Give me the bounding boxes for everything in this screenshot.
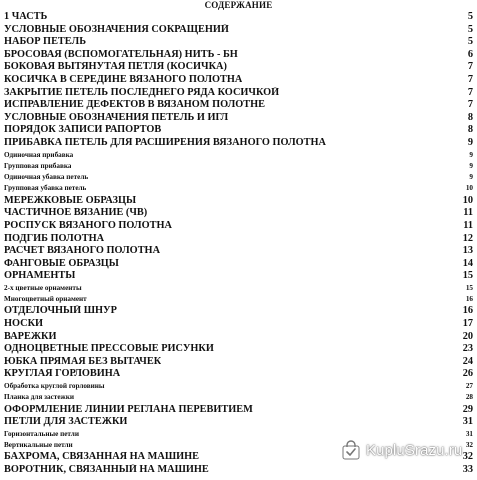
toc-entry <box>4 87 473 100</box>
toc-entry-page: 28 <box>465 393 473 402</box>
toc-entry-page: 31 <box>465 429 473 438</box>
toc-entry-page: 9 <box>467 136 473 148</box>
toc-entry-title: БАХРОМА, СВЯЗАННАЯ НА МАШИНЕ <box>4 451 200 463</box>
toc-entry-title: БРОСОВАЯ (ВСПОМОГАТЕЛЬНАЯ) НИТЬ - БН <box>4 48 238 60</box>
toc-entry <box>4 416 473 429</box>
toc-entry-title: ВАРЕЖКИ <box>4 330 57 342</box>
toc-entry-page: 5 <box>467 11 473 22</box>
toc-entry <box>4 124 473 137</box>
toc-entry-title: ВОРОТНИК, СВЯЗАННЫЙ НА МАШИНЕ <box>4 464 209 475</box>
toc-entry-page: 27 <box>465 382 473 391</box>
toc-subentry <box>4 429 473 440</box>
toc-entry-title: Многоцветный орнамент <box>4 295 87 304</box>
toc-entry-title: Обработка круглой горловины <box>4 382 105 391</box>
toc-entry-title: РАСЧЕТ ВЯЗАНОГО ПОЛОТНА <box>4 245 161 257</box>
toc-entry-title: БОКОВАЯ ВЫТЯНУТАЯ ПЕТЛЯ (КОСИЧКА) <box>4 61 227 73</box>
toc-entry-page: 5 <box>467 23 473 35</box>
toc-entry <box>4 11 473 24</box>
toc-subentry <box>4 381 473 392</box>
toc-entry <box>4 343 473 356</box>
toc-subentry <box>4 172 473 183</box>
toc-entry-page: 16 <box>465 295 473 304</box>
toc-entry-page: 13 <box>462 245 473 257</box>
toc-entry <box>4 220 473 233</box>
toc-entry <box>4 305 473 318</box>
toc-entry-title: ОРНАМЕНТЫ <box>4 270 76 282</box>
toc-entry-page: 5 <box>467 36 473 48</box>
toc-entry-page: 12 <box>462 232 473 244</box>
toc-entry-page: 26 <box>462 368 473 380</box>
toc-entry-page: 8 <box>467 124 473 136</box>
toc-entry-title: ПОДГИБ ПОЛОТНА <box>4 232 105 244</box>
toc-entry <box>4 112 473 125</box>
toc-entry <box>4 195 473 208</box>
toc-entry-page: 15 <box>465 283 473 292</box>
toc-entry-title: ПЕТЛИ ДЛЯ ЗАСТЕЖКИ <box>4 416 128 428</box>
toc-entry-page: 6 <box>467 48 473 60</box>
toc-entry-page: 9 <box>469 161 473 170</box>
toc-entry-title: Вертикальные петли <box>4 441 73 450</box>
toc-entry <box>4 318 473 331</box>
toc-entry-page: 33 <box>462 464 473 475</box>
toc-entry-page: 14 <box>462 257 473 269</box>
toc-entry-title: 2-х цветные орнаменты <box>4 283 82 292</box>
toc-entry-title: ФАНГОВЫЕ ОБРАЗЦЫ <box>4 257 119 269</box>
toc-entry-page: 10 <box>462 194 473 206</box>
toc-entry <box>4 137 473 150</box>
toc-subentry <box>4 294 473 305</box>
toc-entry <box>4 404 473 417</box>
toc-entry <box>4 233 473 246</box>
toc-entry <box>4 258 473 271</box>
toc-entry-page: 8 <box>467 111 473 123</box>
toc-entry-title: ИСПРАВЛЕНИЕ ДЕФЕКТОВ В ВЯЗАНОМ ПОЛОТНЕ <box>4 99 266 111</box>
toc-subentry <box>4 150 473 161</box>
toc-entry-title: УСЛОВНЫЕ ОБОЗНАЧЕНИЯ ПЕТЕЛЬ И ИГЛ <box>4 111 229 123</box>
toc-entry-title: ЧАСТИЧНОЕ ВЯЗАНИЕ (ЧВ) <box>4 207 148 219</box>
toc-subentry <box>4 283 473 294</box>
table-of-contents <box>4 11 473 477</box>
toc-entry-page: 9 <box>469 173 473 182</box>
toc-entry-title: Планка для застежки <box>4 393 75 402</box>
toc-entry-title: ПОРЯДОК ЗАПИСИ РАПОРТОВ <box>4 124 162 136</box>
toc-entry-page: 7 <box>467 86 473 98</box>
toc-subentry <box>4 161 473 172</box>
toc-entry <box>4 368 473 381</box>
page-title: СОДЕРЖАНИЕ <box>204 0 273 10</box>
toc-entry <box>4 49 473 62</box>
watermark-text: KupluSrazu.ru <box>366 441 463 459</box>
toc-entry-page: 23 <box>462 343 473 355</box>
toc-entry-page: 10 <box>465 184 473 193</box>
toc-subentry <box>4 440 473 451</box>
toc-entry-page: 32 <box>465 441 473 450</box>
toc-entry <box>4 61 473 74</box>
toc-entry-page: 7 <box>467 61 473 73</box>
toc-entry <box>4 451 473 464</box>
toc-entry <box>4 270 473 283</box>
toc-entry-title: МЕРЕЖКОВЫЕ ОБРАЗЦЫ <box>4 194 137 206</box>
toc-entry-page: 24 <box>462 355 473 367</box>
toc-entry-page: 11 <box>463 219 473 231</box>
toc-entry <box>4 245 473 258</box>
toc-entry-title: ОТДЕЛОЧНЫЙ ШНУР <box>4 305 117 317</box>
toc-entry-page: 7 <box>467 73 473 85</box>
toc-subentry <box>4 392 473 403</box>
toc-entry-title: ОФОРМЛЕНИЕ ЛИНИИ РЕГЛАНА ПЕРЕВИТИЕМ <box>4 403 253 415</box>
toc-entry-title: 1 ЧАСТЬ <box>4 11 48 22</box>
toc-entry-page: 17 <box>462 318 473 330</box>
toc-entry-page: 31 <box>462 416 473 428</box>
toc-entry-page: 15 <box>462 270 473 282</box>
toc-entry-title: КРУГЛАЯ ГОРЛОВИНА <box>4 368 121 380</box>
toc-entry <box>4 99 473 112</box>
toc-entry-page: 16 <box>462 305 473 317</box>
toc-entry-title: ЮБКА ПРЯМАЯ БЕЗ ВЫТАЧЕК <box>4 355 162 367</box>
toc-entry-title: Горизонтальные петли <box>4 429 79 438</box>
toc-entry-title: Групповая прибавка <box>4 161 72 170</box>
toc-entry-title: ЗАКРЫТИЕ ПЕТЕЛЬ ПОСЛЕДНЕГО РЯДА КОСИЧКОЙ <box>4 86 280 98</box>
toc-entry-title: Одиночная прибавка <box>4 150 74 159</box>
toc-entry-page: 7 <box>467 99 473 111</box>
toc-entry-title: ОДНОЦВЕТНЫЕ ПРЕССОВЫЕ РИСУНКИ <box>4 343 214 355</box>
toc-entry-page: 9 <box>469 150 473 159</box>
toc-entry <box>4 24 473 37</box>
toc-entry-title: НАБОР ПЕТЕЛЬ <box>4 36 87 48</box>
toc-entry <box>4 356 473 369</box>
toc-entry-title: Одиночная убавка петель <box>4 173 89 182</box>
toc-entry-title: УСЛОВНЫЕ ОБОЗНАЧЕНИЯ СОКРАЩЕНИЙ <box>4 23 229 35</box>
toc-entry-title: ПРИБАВКА ПЕТЕЛЬ ДЛЯ РАСШИРЕНИЯ ВЯЗАНОГО ПОЛОТНА <box>4 136 326 148</box>
toc-entry <box>4 36 473 49</box>
toc-entry-page: 20 <box>462 330 473 342</box>
toc-subentry <box>4 183 473 194</box>
toc-entry <box>4 74 473 87</box>
toc-entry-page: 11 <box>463 207 473 219</box>
toc-entry-page: 29 <box>462 403 473 415</box>
toc-entry <box>4 464 473 477</box>
toc-entry-title: КОСИЧКА В СЕРЕДИНЕ ВЯЗАНОГО ПОЛОТНА <box>4 73 243 85</box>
toc-entry-title: Групповая убавка петель <box>4 184 87 193</box>
toc-entry <box>4 207 473 220</box>
toc-entry-title: НОСКИ <box>4 318 44 330</box>
toc-entry <box>4 331 473 344</box>
toc-entry-page: 32 <box>462 451 473 463</box>
toc-entry-title: РОСПУСК ВЯЗАНОГО ПОЛОТНА <box>4 219 172 231</box>
